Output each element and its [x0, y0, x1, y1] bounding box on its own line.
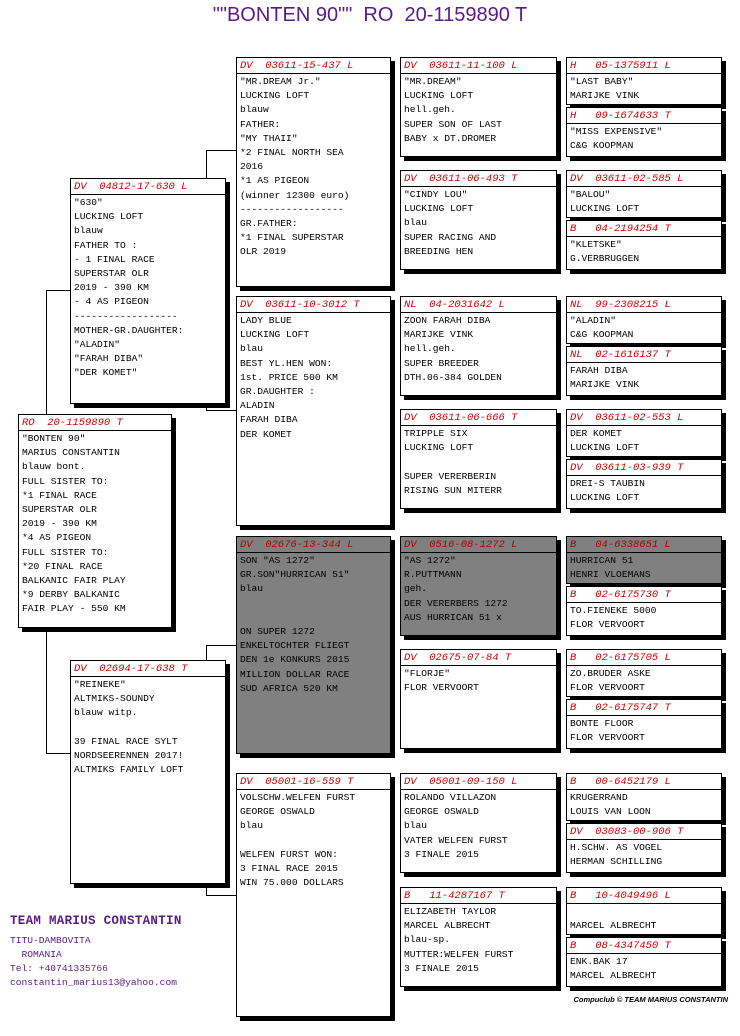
card-details	[237, 314, 390, 442]
detail-line: VATER WELFEN FURST	[404, 834, 508, 846]
pedigree-card-gen4	[566, 220, 722, 270]
ring-number: RO 20-1159890 T	[22, 417, 123, 429]
card-details	[401, 427, 556, 498]
detail-line: BALKANIC FAIR PLAY	[22, 575, 126, 587]
team-name: TEAM MARIUS CONSTANTIN	[10, 914, 182, 928]
ring-number: NL 04-2031642 L	[404, 299, 505, 311]
detail-line: "DER KOMET"	[74, 367, 138, 379]
detail-line: "MY THAII"	[240, 132, 298, 144]
ring-number: B 10-4049496 L	[570, 890, 671, 902]
detail-line: FAIR PLAY - 550 KM	[22, 603, 126, 615]
detail-line: SUPER VERERBERIN	[404, 470, 497, 482]
detail-line: R.PUTTMANN	[404, 569, 462, 581]
card-details	[401, 667, 556, 695]
ring-number: DV 03611-06-493 T	[404, 173, 518, 185]
team-phone: Tel: +40741335766	[10, 963, 108, 974]
team-email[interactable]: constantin_marius13@yahoo.com	[10, 977, 177, 988]
pedigree-card-dam	[70, 660, 226, 884]
detail-line: BEST YL.HEN WON:	[240, 357, 333, 369]
detail-line: hell.geh.	[404, 104, 456, 116]
card-details	[401, 188, 556, 259]
pedigree-card-gen4	[566, 57, 722, 105]
detail-line: 39 FINAL RACE SYLT	[74, 735, 178, 747]
detail-line: 3 FINAL RACE 2015	[240, 863, 338, 875]
card-details	[567, 841, 721, 869]
card-details	[401, 791, 556, 862]
ring-number: H 09-1674633 T	[570, 110, 671, 122]
pedigree-card-gen2	[236, 57, 391, 287]
ring-number: DV 05001-16-559 T	[240, 776, 354, 788]
detail-line: FARAH DIBA	[240, 414, 298, 426]
detail-line: (winner 12300 euro)	[240, 189, 350, 201]
detail-line: 2016	[240, 161, 264, 173]
detail-line: ALTMIKS-SOUNDY	[74, 693, 155, 705]
pedigree-card-gen3	[400, 57, 557, 157]
pedigree-card-gen4	[566, 409, 722, 457]
detail-line	[74, 721, 222, 735]
detail-line: FLOR VERVOORT	[570, 732, 645, 744]
card-details	[567, 477, 721, 505]
detail-line: MARCEL ALBRECHT	[404, 920, 491, 932]
detail-line: GEORGE OSWALD	[404, 806, 479, 818]
pedigree-card-gen4	[566, 649, 722, 697]
ring-number: H 05-1375911 L	[570, 60, 671, 72]
ring-number: DV 03611-03-939 T	[570, 462, 684, 474]
ring-number: B 04-6338651 L	[570, 539, 671, 551]
detail-line: 3 FINALE 2015	[404, 848, 479, 860]
detail-line: LUCKING LOFT	[74, 211, 144, 223]
detail-line: ENKELTOCHTER FLIEGT	[240, 640, 350, 652]
detail-line: OLR 2019	[240, 246, 287, 258]
detail-line: FLOR VERVOORT	[570, 682, 645, 694]
detail-line: SUPER BREEDER	[404, 357, 479, 369]
pedigree-card-gen4	[566, 586, 722, 636]
detail-line: *9 DERBY BALKANIC	[22, 589, 120, 601]
detail-line: ROLANDO VILLAZON	[404, 792, 497, 803]
ring-number: DV 0516-08-1272 L	[404, 539, 518, 551]
detail-line: FATHER TO :	[74, 239, 138, 251]
detail-line: ------------------	[240, 203, 344, 215]
detail-line: 2019 - 390 KM	[74, 282, 149, 294]
detail-line: RISING SUN MITERR	[404, 484, 502, 496]
ring-number: NL 02-1616137 T	[570, 349, 671, 361]
detail-line: SUD AFRICA 520 KM	[240, 682, 338, 694]
card-details	[71, 196, 225, 381]
detail-line: VOLSCHW.WELFEN FURST	[240, 792, 356, 803]
detail-line: *1 FINAL SUPERSTAR	[240, 232, 344, 244]
pedigree-card-gen2	[236, 773, 391, 1017]
team-country: ROMANIA	[10, 949, 62, 960]
team-city: TITU-DAMBOVITA	[10, 935, 91, 946]
pedigree-card-gen4	[566, 107, 722, 157]
pedigree-card-gen2	[236, 296, 391, 526]
card-details	[567, 667, 721, 695]
detail-line: *20 FINAL RACE	[22, 560, 103, 572]
detail-line: TO.FIENEKE 5000	[570, 605, 657, 616]
detail-line: "630"	[74, 197, 103, 208]
card-details	[567, 238, 721, 266]
detail-line: ALTMIKS FAMILY LOFT	[74, 764, 184, 776]
detail-line: "FLORJE"	[404, 668, 451, 679]
detail-line: LUCKING LOFT	[404, 90, 474, 102]
detail-line: MARIJKE VINK	[570, 379, 640, 391]
detail-line: LUCKING LOFT	[570, 492, 640, 504]
detail-line: MARIJKE VINK	[570, 90, 640, 102]
detail-line: HENRI VLOEMANS	[570, 569, 651, 581]
detail-line: FARAH DIBA	[570, 365, 628, 376]
detail-line: "ALADIN"	[570, 315, 617, 326]
pedigree-card-sire	[70, 178, 226, 404]
detail-line: hell.geh.	[404, 343, 456, 355]
detail-line: MOTHER-GR.DAUGHTER:	[74, 324, 184, 336]
detail-line: "FARAH DIBA"	[74, 353, 144, 365]
detail-line: - 4 AS PIGEON	[74, 296, 149, 308]
pedigree-card-gen3	[400, 536, 557, 636]
detail-line: "KLETSKE"	[570, 239, 622, 250]
card-details	[401, 314, 556, 385]
detail-line: MARIUS CONSTANTIN	[22, 447, 120, 459]
card-details	[567, 955, 721, 983]
connector	[206, 410, 236, 411]
connector	[206, 645, 236, 646]
card-details	[237, 75, 390, 260]
ring-number: DV 02675-07-84 T	[404, 652, 512, 664]
detail-line: *4 AS PIGEON	[22, 532, 92, 544]
detail-line	[240, 834, 387, 848]
detail-line: ALADIN	[240, 400, 275, 412]
page-title: ""BONTEN 90"" RO 20-1159890 T	[212, 4, 528, 26]
ring-number: B 02-6175705 L	[570, 652, 671, 664]
detail-line: blauw	[74, 225, 103, 237]
card-details	[401, 554, 556, 625]
detail-line: LUCKING LOFT	[570, 203, 640, 215]
connector	[46, 628, 47, 753]
detail-line: WIN 75.000 DOLLARS	[240, 877, 344, 889]
detail-line: "AS 1272"	[404, 555, 456, 566]
card-details	[567, 427, 721, 455]
detail-line: ON SUPER 1272	[240, 626, 315, 638]
detail-line: blau	[404, 217, 428, 229]
pedigree-card-gen3	[400, 170, 557, 270]
detail-line: C&G KOOPMAN	[570, 329, 634, 341]
detail-line: DEN 1e KONKURS 2015	[240, 654, 350, 666]
pedigree-card-gen4	[566, 536, 722, 584]
detail-line: MARCEL ALBRECHT	[570, 920, 657, 932]
connector	[46, 290, 47, 418]
detail-line: geh.	[404, 583, 428, 595]
ring-number: DV 03611-10-3012 T	[240, 299, 360, 311]
team-info	[10, 914, 182, 990]
pedigree-card-gen3	[400, 773, 557, 873]
detail-line: SUPERSTAR OLR	[22, 504, 97, 516]
ring-number: B 08-4347450 T	[570, 940, 671, 952]
detail-line: ------------------	[74, 310, 178, 322]
connector	[46, 753, 70, 754]
detail-line: 3 FINALE 2015	[404, 962, 479, 974]
ring-number: DV 03611-15-437 L	[240, 60, 354, 72]
detail-line: "BONTEN 90"	[22, 433, 86, 444]
pedigree-card-subject	[18, 414, 172, 628]
detail-line: "LAST BABY"	[570, 76, 634, 87]
detail-line: FULL SISTER TO:	[22, 546, 109, 558]
detail-line: LUCKING LOFT	[240, 329, 310, 341]
detail-line: SON "AS 1272"	[240, 555, 315, 566]
detail-line: GR.FATHER:	[240, 218, 298, 230]
card-details	[71, 678, 225, 777]
card-details	[19, 432, 171, 617]
detail-line	[240, 597, 387, 611]
detail-line: GR.SON"HURRICAN 51"	[240, 569, 350, 581]
detail-line	[404, 455, 553, 469]
detail-line: "ALADIN"	[74, 339, 121, 351]
detail-line: MUTTER:WELFEN FURST	[404, 948, 514, 960]
detail-line: FLOR VERVOORT	[404, 682, 479, 694]
detail-line: KRUGERRAND	[570, 792, 628, 803]
detail-line: "BALOU"	[570, 189, 611, 200]
detail-line: DER KOMET	[570, 428, 622, 439]
card-details	[567, 791, 721, 819]
detail-line: *1 AS PIGEON	[240, 175, 310, 187]
detail-line: ENK.BAK 17	[570, 956, 628, 967]
detail-line: ZO.BRUDER ASKE	[570, 668, 651, 679]
detail-line: DER KOMET	[240, 428, 292, 440]
card-details	[567, 314, 721, 342]
ring-number: B 02-6175747 T	[570, 702, 671, 714]
detail-line: LUCKING LOFT	[404, 203, 474, 215]
detail-line: "MR.DREAM"	[404, 76, 462, 87]
detail-line: G.VERBRUGGEN	[570, 253, 640, 265]
card-details	[401, 905, 556, 976]
card-details	[567, 905, 721, 933]
detail-line: WELFEN FURST WON:	[240, 848, 338, 860]
ring-number: DV 03611-02-585 L	[570, 173, 684, 185]
card-details	[237, 791, 390, 890]
connector	[206, 895, 236, 896]
detail-line: "MISS EXPENSIVE"	[570, 126, 663, 137]
ring-number: DV 02676-13-344 L	[240, 539, 354, 551]
detail-line	[570, 905, 718, 919]
pedigree-card-gen3	[400, 649, 557, 749]
connector	[46, 290, 70, 291]
pedigree-card-gen4	[566, 296, 722, 344]
detail-line: DTH.06-384 GOLDEN	[404, 371, 502, 383]
detail-line: GR.DAUGHTER :	[240, 386, 315, 398]
detail-line: H.SCHW. AS VOGEL	[570, 842, 663, 853]
detail-line: "CINDY LOU"	[404, 189, 468, 200]
detail-line: C&G KOOPMAN	[570, 140, 634, 152]
detail-line: "MR.DREAM Jr."	[240, 76, 321, 87]
detail-line: HURRICAN 51	[570, 555, 634, 566]
detail-line: DER VERERBERS 1272	[404, 597, 508, 609]
detail-line: BREEDING HEN	[404, 245, 474, 257]
detail-line: MILLION DOLLAR RACE	[240, 668, 350, 680]
detail-line: - 1 FINAL RACE	[74, 253, 155, 265]
pedigree-card-gen4	[566, 699, 722, 749]
ring-number: B 11-4287167 T	[404, 890, 505, 902]
detail-line: blauw witp.	[74, 707, 138, 719]
card-details	[567, 604, 721, 632]
card-details	[567, 364, 721, 392]
detail-line: MARCEL ALBRECHT	[570, 970, 657, 982]
card-details	[237, 554, 390, 696]
credit-footer: Compuclub © TEAM MARIUS CONSTANTIN	[573, 995, 728, 1004]
detail-line: blau	[240, 820, 264, 832]
card-details	[567, 717, 721, 745]
detail-line: LUCKING LOFT	[404, 442, 474, 454]
card-details	[567, 554, 721, 582]
ring-number: DV 03083-00-906 T	[570, 826, 684, 838]
detail-line: BONTE FLOOR	[570, 718, 634, 729]
detail-line: FULL SISTER TO:	[22, 475, 109, 487]
detail-line: blau-sp.	[404, 934, 451, 946]
detail-line: SUPER RACING AND	[404, 231, 497, 243]
detail-line: BABY x DT.DROMER	[404, 132, 497, 144]
detail-line: blau	[404, 820, 428, 832]
detail-line: blau	[240, 583, 264, 595]
ring-number: DV 05001-09-150 L	[404, 776, 518, 788]
ring-number: B 04-2194254 T	[570, 223, 671, 235]
card-details	[567, 188, 721, 216]
detail-line: LADY BLUE	[240, 315, 292, 326]
detail-line: 1st. PRICE 500 KM	[240, 371, 338, 383]
detail-line: FLOR VERVOORT	[570, 619, 645, 631]
ring-number: DV 03611-02-553 L	[570, 412, 684, 424]
detail-line: NORDSEERENNEN 2017!	[74, 750, 184, 762]
ring-number: B 00-6452179 L	[570, 776, 671, 788]
card-details	[567, 75, 721, 103]
detail-line: 2019 - 390 KM	[22, 518, 97, 530]
detail-line	[240, 611, 387, 625]
detail-line: blauw bont.	[22, 461, 86, 473]
pedigree-card-gen4	[566, 773, 722, 821]
detail-line: LOUIS VAN LOON	[570, 806, 651, 818]
connector	[206, 150, 236, 151]
pedigree-card-gen2	[236, 536, 391, 754]
detail-line: LUCKING LOFT	[240, 90, 310, 102]
pedigree-card-gen3	[400, 296, 557, 396]
detail-line: ZOON FARAH DIBA	[404, 315, 491, 326]
detail-line: AUS HURRICAN 51 x	[404, 611, 502, 623]
pedigree-card-gen4	[566, 170, 722, 218]
pedigree-card-gen4	[566, 459, 722, 509]
detail-line: blau	[240, 343, 264, 355]
detail-line: SUPER SON OF LAST	[404, 118, 502, 130]
detail-line: GEORGE OSWALD	[240, 806, 315, 818]
pedigree-card-gen4	[566, 887, 722, 935]
ring-number: DV 02694-17-638 T	[74, 663, 188, 675]
pedigree-card-gen3	[400, 409, 557, 509]
pedigree-card-gen4	[566, 937, 722, 987]
detail-line: FATHER:	[240, 118, 281, 130]
detail-line: blauw	[240, 104, 269, 116]
detail-line: "REINEKE"	[74, 679, 126, 690]
card-details	[401, 75, 556, 146]
card-details	[567, 125, 721, 153]
detail-line: LUCKING LOFT	[570, 442, 640, 454]
pedigree-card-gen3	[400, 887, 557, 987]
ring-number: NL 99-2308215 L	[570, 299, 671, 311]
ring-number: DV 03611-11-100 L	[404, 60, 518, 72]
pedigree-card-gen4	[566, 346, 722, 396]
detail-line: SUPERSTAR OLR	[74, 268, 149, 280]
ring-number: B 02-6175730 T	[570, 589, 671, 601]
detail-line: *1 FINAL RACE	[22, 489, 97, 501]
detail-line: TRIPPLE SIX	[404, 428, 468, 439]
ring-number: DV 04812-17-630 L	[74, 181, 188, 193]
detail-line: ELIZABETH TAYLOR	[404, 906, 497, 917]
detail-line: MARIJKE VINK	[404, 329, 474, 341]
ring-number: DV 03611-06-666 T	[404, 412, 518, 424]
detail-line: HERMAN SCHILLING	[570, 856, 663, 868]
detail-line: *2 FINAL NORTH SEA	[240, 147, 344, 159]
pedigree-card-gen4	[566, 823, 722, 873]
detail-line: DREI-S TAUBIN	[570, 478, 645, 489]
